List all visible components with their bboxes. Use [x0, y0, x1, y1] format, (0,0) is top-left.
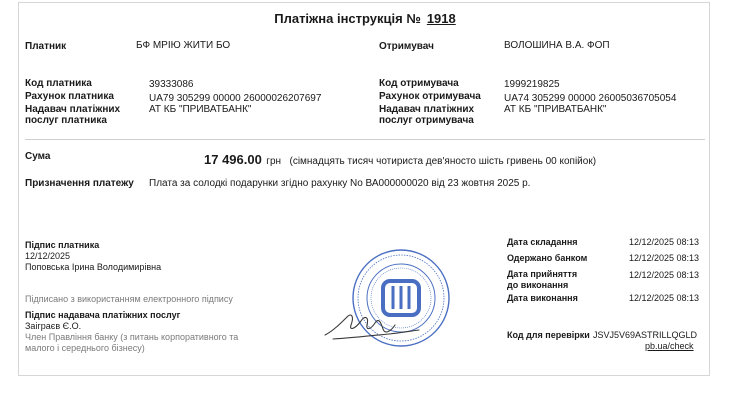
sum-line	[204, 151, 596, 169]
e-signature-note: Підписано з використанням електронного підпису	[25, 294, 233, 304]
recipient-account: UA74 305299 00000 26005036705054	[504, 93, 677, 104]
recipient-provider-label-line2: послуг отримувача	[379, 115, 474, 126]
document-number: 1918	[426, 11, 456, 26]
payer-signature-date: 12/12/2025	[25, 251, 71, 261]
sum-currency: грн	[266, 156, 282, 167]
provider-signature-label: Підпис надавача платіжних послуг	[25, 310, 181, 320]
provider-position-line2: малого і середнього бізнесу)	[25, 343, 145, 353]
date-label-executed: Дата виконання	[507, 293, 578, 303]
recipient-code: 1999219825	[504, 79, 560, 90]
provider-position-line1: Член Правління банку (з питань корпоративного та	[25, 332, 239, 342]
provider-signature-name: Заіграєв Є.О.	[25, 321, 82, 331]
payer-name: БФ МРІЮ ЖИТИ БО	[136, 40, 231, 51]
sum-label: Сума	[25, 151, 51, 162]
payer-account: UA79 305299 00000 26000026207697	[149, 93, 322, 104]
verification-link[interactable]: pb.ua/check	[645, 341, 694, 351]
payer-label: Платник	[25, 41, 67, 52]
recipient-label: Отримувач	[379, 41, 434, 52]
payer-code-label: Код платника	[25, 78, 92, 89]
sum-words: (сімнадцять тисяч чотириста дев'яносто шість гривень 00 копійок)	[289, 156, 597, 167]
purpose-text: Плата за солодкі подарунки згідно рахунку No ВА000000020 від 23 жовтня 2025 р.	[149, 178, 531, 189]
provider-signature-position	[25, 332, 238, 354]
date-label-received: Одержано банком	[507, 253, 588, 263]
date-value-received: 12/12/2025 08:13	[629, 253, 700, 263]
date-label-composed: Дата складання	[507, 237, 578, 247]
payer-signature-label: Підпис платника	[25, 240, 100, 250]
recipient-account-label: Рахунок отримувача	[379, 91, 481, 102]
verification-code: JSVJ5V69ASTRILLQGLD	[593, 330, 698, 340]
title-text: Платіжна інструкція №	[274, 11, 421, 26]
date-value-executed: 12/12/2025 08:13	[629, 293, 700, 303]
date-label-accepted-line1: Дата прийняття	[507, 269, 578, 279]
payer-signature-name: Поповська Ірина Володимирівна	[25, 262, 162, 272]
document-title	[19, 11, 711, 26]
bank-seal-image	[319, 243, 459, 361]
seal-stamp	[353, 250, 449, 346]
payer-provider-label-line1: Надавач платіжних	[25, 104, 121, 115]
date-value-composed: 12/12/2025 08:13	[629, 237, 700, 247]
date-value-accepted: 12/12/2025 08:13	[629, 270, 700, 280]
date-label-accepted-line2: до виконання	[507, 280, 569, 290]
recipient-provider: АТ КБ "ПРИВАТБАНК"	[504, 104, 607, 115]
recipient-name: ВОЛОШИНА В.А. ФОП	[504, 40, 610, 51]
verification-label: Код для перевірки	[507, 330, 590, 340]
handwritten-signature	[325, 315, 419, 339]
recipient-code-label: Код отримувача	[379, 78, 459, 89]
payer-account-label: Рахунок платника	[25, 91, 114, 102]
recipient-provider-label-line1: Надавач платіжних	[379, 104, 475, 115]
payment-instruction-document	[18, 2, 710, 376]
purpose-label: Призначення платежу	[25, 178, 134, 189]
payer-provider: АТ КБ "ПРИВАТБАНК"	[149, 104, 252, 115]
recipient-provider-label	[379, 104, 474, 126]
payer-provider-label-line2: послуг платника	[25, 115, 107, 126]
payer-provider-label	[25, 104, 120, 126]
sum-amount: 17 496.00	[204, 152, 262, 167]
payer-code: 39333086	[149, 79, 194, 90]
date-label-accepted	[507, 269, 577, 291]
divider	[25, 139, 705, 140]
